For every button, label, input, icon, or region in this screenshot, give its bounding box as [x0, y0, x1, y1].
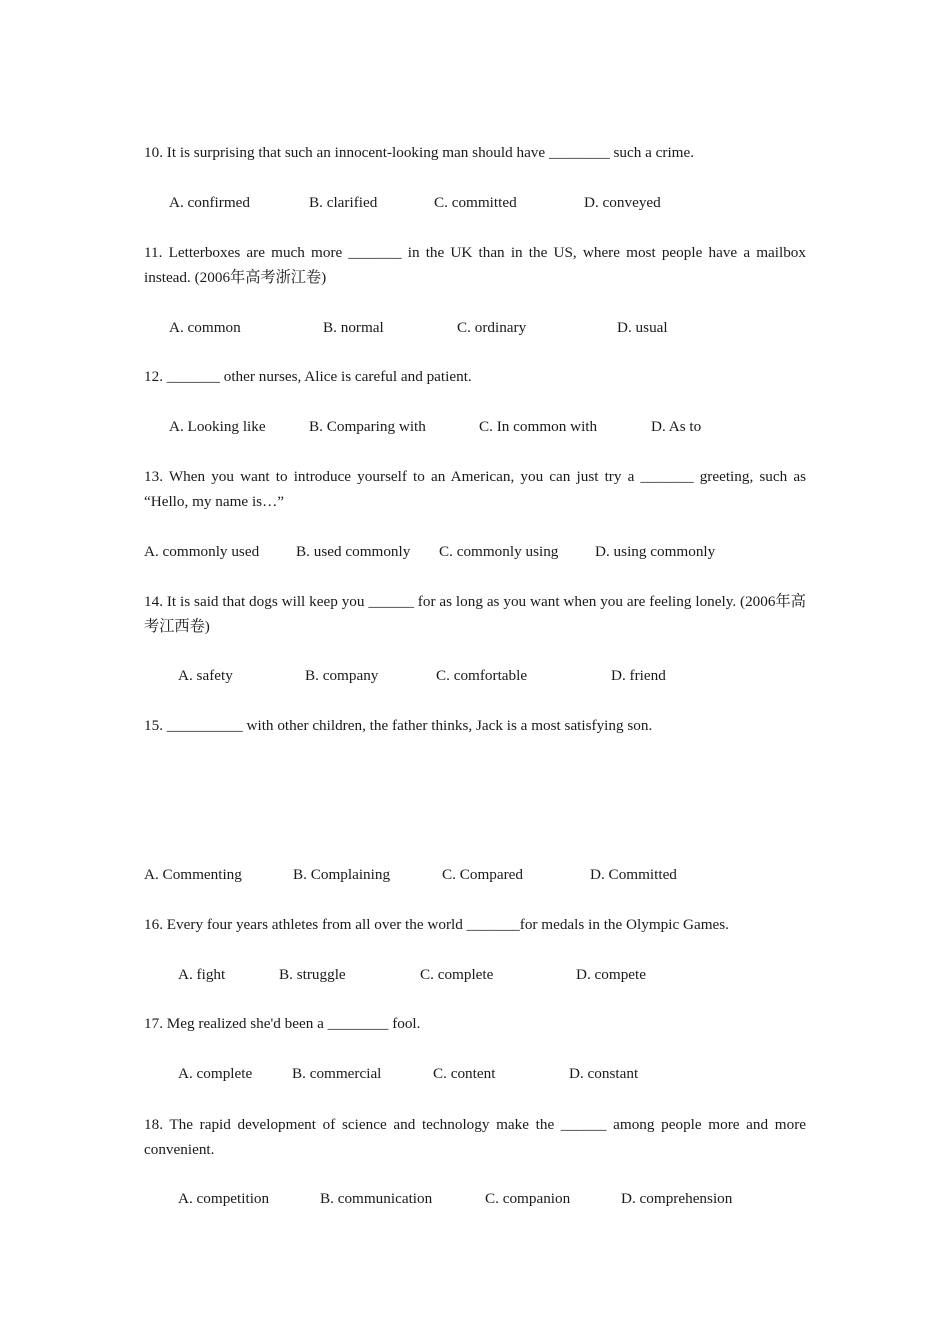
question-15-option-b: B. Complaining: [293, 866, 391, 883]
question-11-option-d: D. usual: [617, 319, 668, 336]
question-12-option-a: A. Looking like: [169, 418, 266, 435]
question-18-stem: 18. The rapid development of science and technology make the ______ among people more and more convenient.: [144, 1116, 806, 1158]
question-12-option-d: D. As to: [651, 418, 702, 435]
question-13-stem: 13. When you want to introduce yourself to an American, you can just try a _______ greeting, such as “Hello, my name is…”: [144, 468, 806, 510]
question-17-option-a: A. complete: [178, 1065, 253, 1082]
question-17-stem: 17. Meg realized she'd been a ________ fool.: [144, 1015, 421, 1032]
question-14-option-c: C. comfortable: [436, 667, 528, 684]
question-18-option-b: B. communication: [320, 1190, 433, 1207]
question-18-option-d: D. comprehension: [621, 1190, 733, 1207]
question-18-option-c: C. companion: [485, 1190, 571, 1207]
question-11-option-a: A. common: [169, 319, 241, 336]
question-16-option-a: A. fight: [178, 966, 226, 983]
question-10-stem: 10. It is surprising that such an innocent-looking man should have ________ such a crime.: [144, 144, 695, 161]
question-14-option-d: D. friend: [611, 667, 666, 684]
question-14-stem: 14. It is said that dogs will keep you ______ for as long as you want when you are feeling lonely. (2006年高考江西卷): [144, 593, 806, 635]
question-10-option-b: B. clarified: [309, 194, 378, 211]
question-11-stem: 11. Letterboxes are much more _______ in the UK than in the US, where most people have a mailbox instead. (2006年高考浙江卷): [144, 244, 806, 286]
question-11-option-c: C. ordinary: [457, 319, 527, 336]
question-13-option-c: C. commonly using: [439, 543, 559, 560]
question-10-option-c: C. committed: [434, 194, 517, 211]
question-17-option-c: C. content: [433, 1065, 496, 1082]
question-18-option-a: A. competition: [178, 1190, 270, 1207]
question-16-stem: 16. Every four years athletes from all over the world _______for medals in the Olympic Games.: [144, 916, 729, 933]
question-13-option-a: A. commonly used: [144, 543, 260, 560]
question-15-option-d: D. Committed: [590, 866, 677, 883]
question-10-option-d: D. conveyed: [584, 194, 661, 211]
question-17-option-d: D. constant: [569, 1065, 639, 1082]
question-15-option-c: C. Compared: [442, 866, 523, 883]
question-10-option-a: A. confirmed: [169, 194, 250, 211]
question-15-option-a: A. Commenting: [144, 866, 242, 883]
question-15-stem: 15. __________ with other children, the father thinks, Jack is a most satisfying son.: [144, 717, 653, 734]
question-12-stem: 12. _______ other nurses, Alice is careful and patient.: [144, 368, 472, 385]
question-17-option-b: B. commercial: [292, 1065, 382, 1082]
question-13-option-d: D. using commonly: [595, 543, 716, 560]
question-16-option-c: C. complete: [420, 966, 494, 983]
question-12-option-c: C. In common with: [479, 418, 598, 435]
question-11-option-b: B. normal: [323, 319, 384, 336]
question-14-option-b: B. company: [305, 667, 379, 684]
question-16-option-d: D. compete: [576, 966, 647, 983]
question-16-option-b: B. struggle: [279, 966, 346, 983]
question-13-option-b: B. used commonly: [296, 543, 411, 560]
question-14-option-a: A. safety: [178, 667, 233, 684]
question-12-option-b: B. Comparing with: [309, 418, 426, 435]
